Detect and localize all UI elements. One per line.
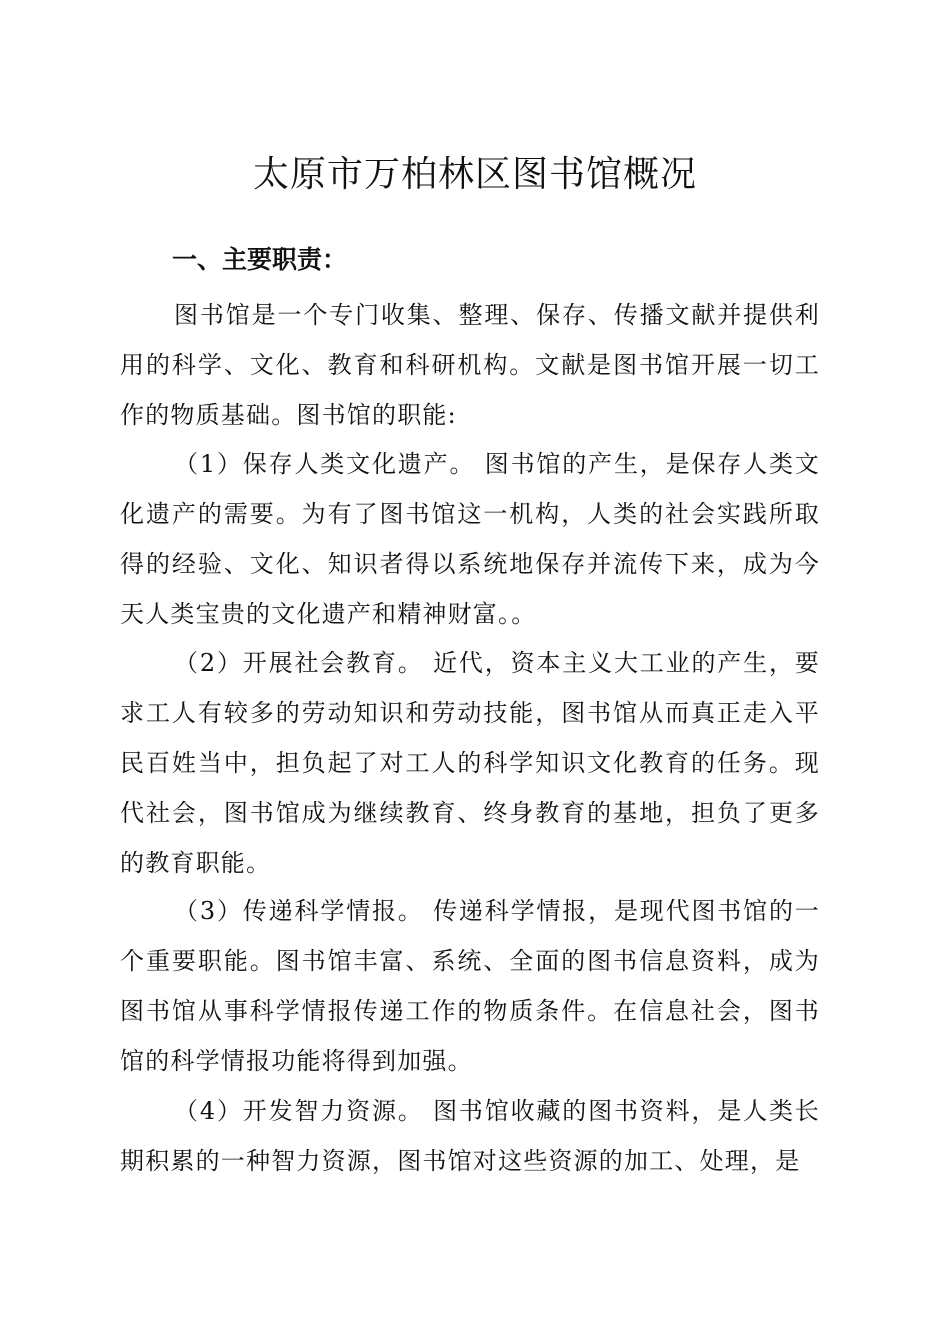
paragraph-function-1: （1）保存人类文化遗产。 图书馆的产生，是保存人类文化遗产的需要。为有了图书馆这一机构，人类的社会实践所取得的经验、文化、知识者得以系统地保存并流传下来，成为今天人类宝贵的文化遗产和精神财富。。 bbox=[120, 450, 820, 628]
page-title: 太原市万柏林区图书馆概况 bbox=[252, 154, 697, 195]
paragraph-function-3: （3）传递科学情报。 传递科学情报，是现代图书馆的一个重要职能。图书馆丰富、系统、全面的图书信息资料，成为图书馆从事科学情报传递工作的物质条件。在信息社会，图书馆的科学情报功能将得到加强。 bbox=[120, 897, 820, 1075]
paragraph-intro: 图书馆是一个专门收集、整理、保存、传播文献并提供利用的科学、文化、教育和科研机构。文献是图书馆开展一切工作的物质基础。图书馆的职能: bbox=[120, 301, 820, 429]
paragraph-function-4: （4）开发智力资源。 图书馆收藏的图书资料，是人类长期积累的一种智力资源，图书馆对这些资源的加工、处理，是 bbox=[120, 1097, 820, 1175]
paragraph-function-2: （2）开展社会教育。 近代，资本主义大工业的产生，要求工人有较多的劳动知识和劳动技能，图书馆从而真正走入平民百姓当中，担负起了对工人的科学知识文化教育的任务。现代社会，图书馆成为继续教育、终身教育的基地，担负了更多的教育职能。 bbox=[120, 649, 820, 877]
section-heading: 一、主要职责： bbox=[172, 245, 348, 274]
